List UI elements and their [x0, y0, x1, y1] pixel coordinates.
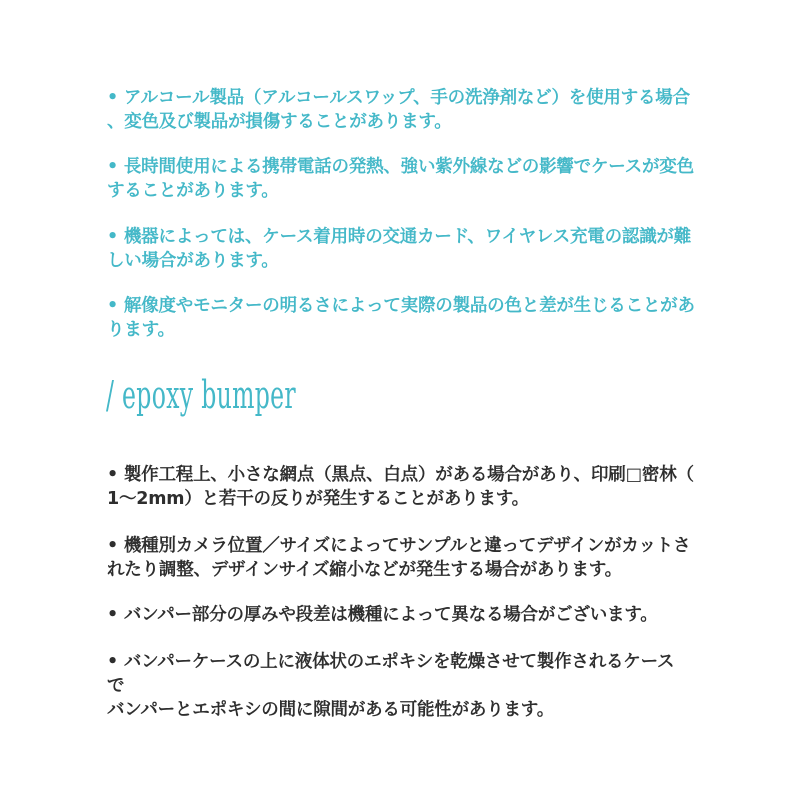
section-title: / epoxy bumper [106, 373, 296, 417]
note-color-difference: • 解像度やモニターの明るさによって実際の製品の色と差が生じることがあ ります。 [107, 296, 695, 340]
note-print-dots: • 製作工程上、小さな網点（黒点、白点）がある場合があり、印刷□密林（ 1～2mm）と若干の反りが発生することがあります。 [107, 465, 694, 509]
note-camera-position: • 機種別カメラ位置／サイズによってサンプルと違ってデザインがカットさ れたり調整、デザインサイズ縮小などが発生する場合があります。 [107, 536, 691, 580]
note-epoxy-gap: • バンパーケースの上に液体状のエポキシを乾燥させて製作されるケース で バンパーとエポキシの間に隙間がある可能性があります。 [107, 652, 675, 720]
note-card-recognition: • 機器によっては、ケース着用時の交通カード、ワイヤレス充電の認識が難 しい場合があります。 [107, 227, 692, 271]
note-alcohol-damage: • アルコール製品（アルコールスワップ、手の洗浄剤など）を使用する場合 、変色及び製品が損傷することがあります。 [107, 88, 690, 132]
note-heat-discoloration: • 長時間使用による携帯電話の発熱、強い紫外線などの影響でケースが変色 することがあります。 [107, 157, 694, 201]
note-bumper-thickness: • バンパー部分の厚みや段差は機種によって異なる場合がございます。 [107, 605, 658, 625]
